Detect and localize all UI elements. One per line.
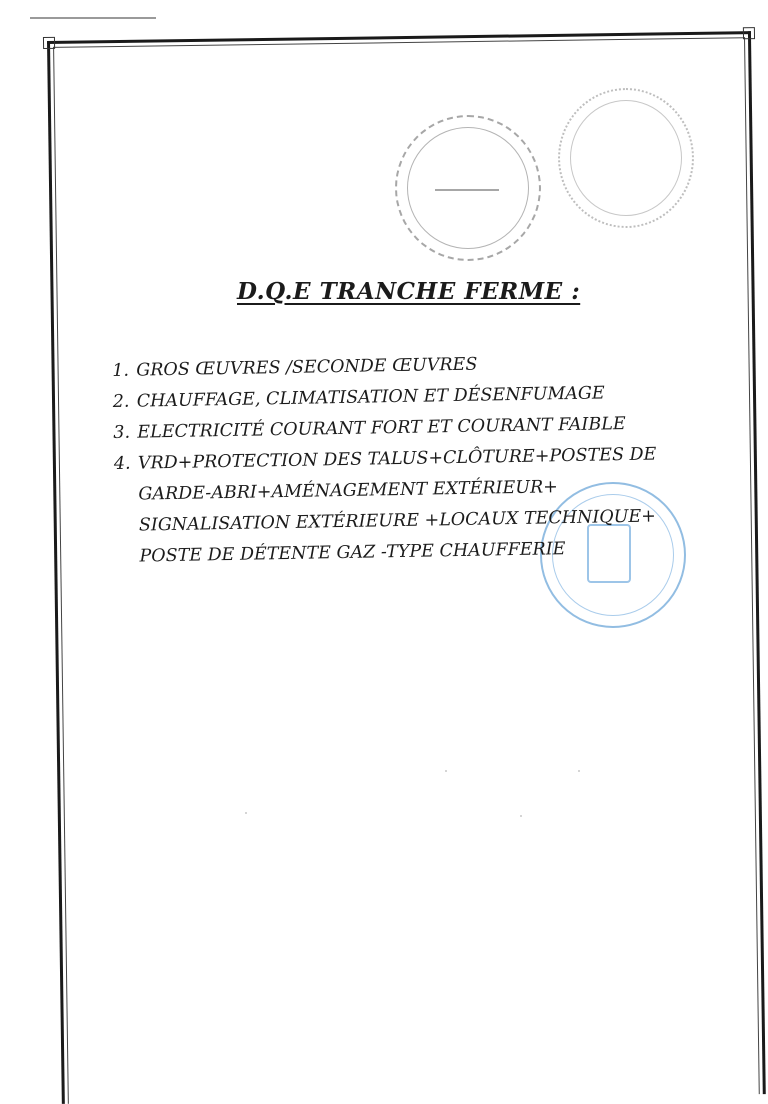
scope-items-list (112, 346, 716, 573)
item-number: 1. (112, 360, 130, 381)
round-stamp-gray-left (395, 115, 541, 261)
scan-speck (445, 770, 447, 772)
document-title: D.Q.E TRANCHE FERME : (237, 278, 581, 305)
scan-speck (520, 815, 522, 817)
list-item (114, 439, 716, 573)
item-line: POSTE DE DÉTENTE GAZ -TYPE CHAUFFERIE (139, 539, 566, 567)
item-line: CHAUFFAGE, CLIMATISATION ET DÉSENFUMAGE (136, 383, 605, 412)
stamp-signature-mark (435, 179, 499, 191)
item-line: SIGNALISATION EXTÉRIEURE +LOCAUX TECHNIQUE+ (138, 506, 656, 536)
scan-speck (578, 770, 580, 772)
item-line: GARDE-ABRI+AMÉNAGEMENT EXTÉRIEUR+ (138, 477, 559, 505)
item-number: 3. (113, 422, 131, 443)
item-line: GROS ŒUVRES /SECONDE ŒUVRES (136, 354, 478, 381)
item-number: 2. (112, 391, 130, 412)
frame-corner-top-left (43, 37, 55, 49)
item-line: VRD+PROTECTION DES TALUS+CLÔTURE+POSTES DE (137, 444, 657, 474)
round-stamp-gray-right (558, 88, 694, 228)
scan-speck (245, 812, 247, 814)
item-number: 4. (113, 453, 131, 474)
item-text (138, 440, 659, 573)
item-line: ELECTRICITÉ COURANT FORT ET COURANT FAIBLE (137, 414, 626, 443)
frame-corner-top-right (743, 27, 755, 39)
scan-edge-line (30, 17, 156, 19)
